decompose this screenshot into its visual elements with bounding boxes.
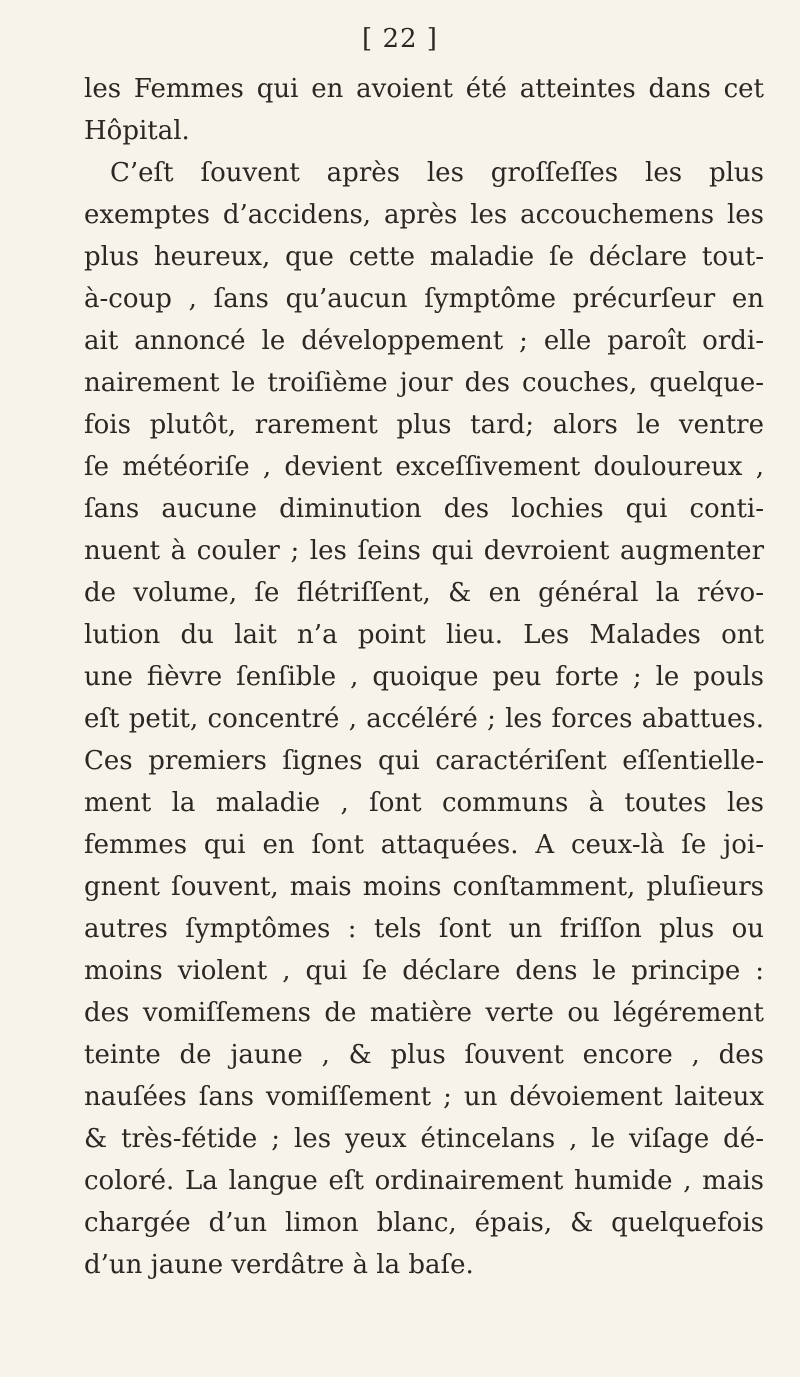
text-line: C’eſt ſouvent après les groſſeſſes les plus (110, 158, 764, 188)
text-line: fois plutôt, rarement plus tard; alors le ventre (84, 410, 764, 440)
text-line: lution du lait n’a point lieu. Les Malades ont (84, 620, 764, 650)
text-line: de volume, ſe flétriſſent, & en général la révo- (84, 578, 764, 608)
body-text (84, 68, 764, 1286)
text-line: les Femmes qui en avoient été atteintes dans cet (84, 74, 764, 104)
text-line: nauſées ſans vomiſſement ; un dévoiement laiteux (84, 1082, 764, 1112)
text-line: ment la maladie , ſont communs à toutes les (84, 788, 764, 818)
page-number: [ 22 ] (362, 24, 438, 54)
text-line: Ces premiers ſignes qui caractériſent eſſentielle- (84, 746, 764, 776)
text-line: coloré. La langue eſt ordinairement humide , mais (84, 1166, 764, 1196)
text-line: ſans aucune diminution des lochies qui conti- (84, 494, 764, 524)
text-line: Hôpital. (84, 116, 190, 146)
text-line: chargée d’un limon blanc, épais, & quelquefois (84, 1208, 764, 1238)
text-line: & très-fétide ; les yeux étincelans , le viſage dé- (84, 1124, 764, 1154)
text-line: femmes qui en ſont attaquées. A ceux-là ſe joi- (84, 830, 764, 860)
text-line: d’un jaune verdâtre à la baſe. (84, 1250, 474, 1280)
text-line: nuent à couler ; les ſeins qui devroient augmenter (84, 536, 764, 566)
text-line: eſt petit, concentré , accéléré ; les forces abattues. (84, 704, 764, 734)
text-line: exemptes d’accidens, après les accouchemens les (84, 200, 764, 230)
text-line: teinte de jaune , & plus ſouvent encore , des (84, 1040, 764, 1070)
text-line: moins violent , qui ſe déclare dens le principe : (84, 956, 764, 986)
text-line: nairement le troiſième jour des couches, quelque- (84, 368, 764, 398)
text-line: des vomiſſemens de matière verte ou légérement (84, 998, 764, 1028)
text-line: gnent ſouvent, mais moins conſtamment, pluſieurs (84, 872, 764, 902)
text-line: ait annoncé le développement ; elle paroît ordi- (84, 326, 764, 356)
text-line: ſe météoriſe , devient exceſſivement douloureux , (84, 452, 764, 482)
text-line: une fièvre ſenſible , quoique peu forte ; le pouls (84, 662, 764, 692)
text-line: plus heureux, que cette maladie ſe déclare tout- (84, 242, 764, 272)
text-line: autres ſymptômes : tels ſont un friſſon plus ou (84, 914, 764, 944)
text-line: à-coup , ſans qu’aucun ſymptôme précurſeur en (84, 284, 764, 314)
